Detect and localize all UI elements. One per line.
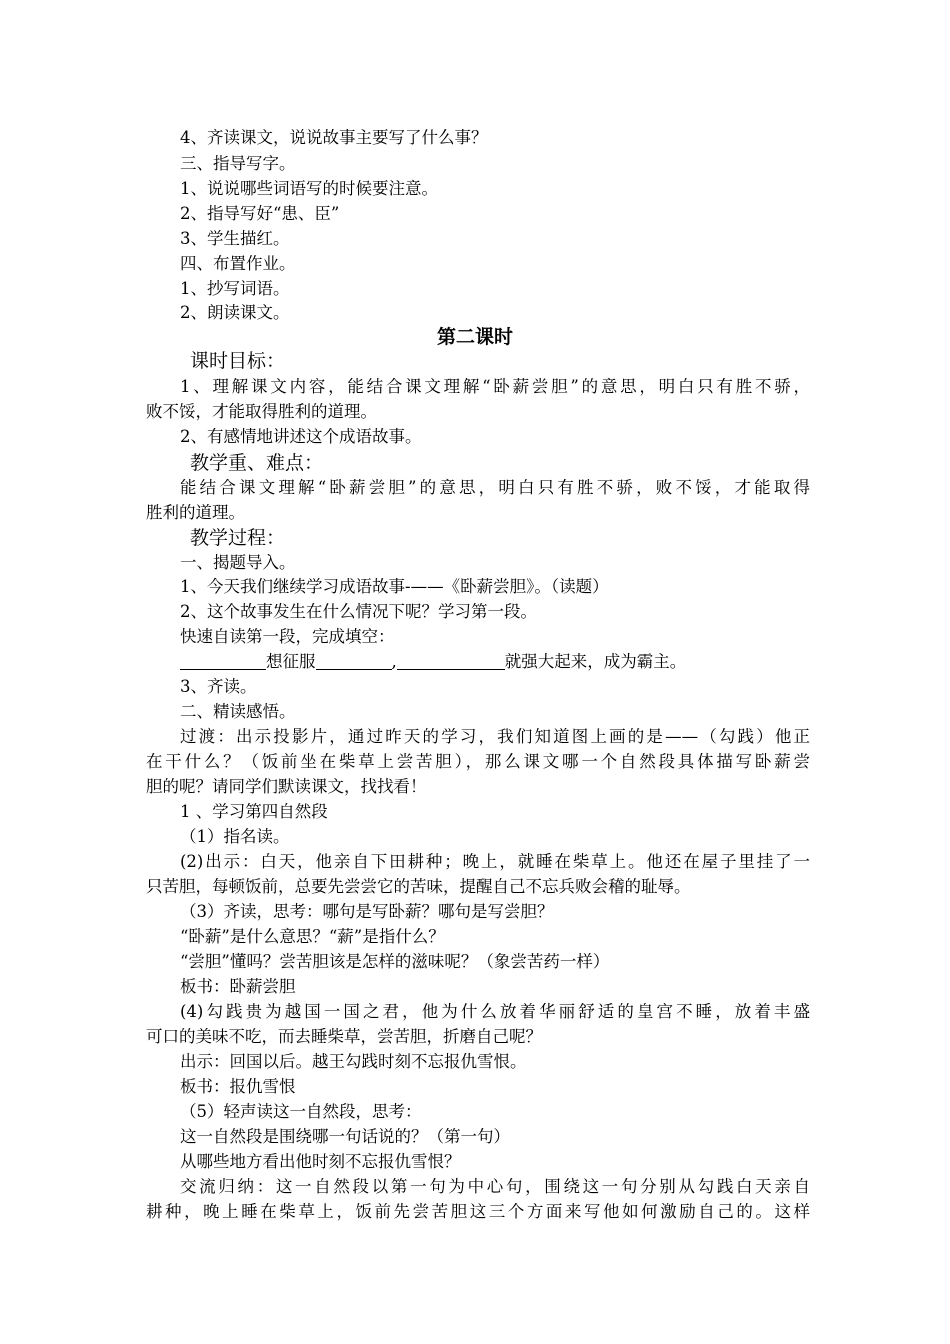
- text-line: 4、齐读课文，说说故事主要写了什么事？: [180, 128, 488, 147]
- text-line: “卧薪”是什么意思？“薪”是指什么？: [180, 927, 445, 946]
- text-line: 2、有感情地讲述这个成语故事。: [180, 427, 422, 446]
- text-line: 一、揭题导入。: [180, 553, 296, 572]
- text-line: 四、布置作业。: [180, 254, 296, 273]
- fill-text: 就强大起来，成为霸主。: [504, 652, 687, 671]
- text-line: 在干什么？（饭前坐在柴草上尝苦胆），那么课文哪一个自然段具体描写卧薪尝: [146, 752, 810, 771]
- text-line: 胆的呢？请同学们默读课文，找找看！: [146, 777, 427, 796]
- text-line: 耕种，晚上睡在柴草上，饭前先尝苦胆这三个方面来写他如何激励自己的。这样: [146, 1202, 810, 1221]
- text-line: 可口的美味不吃，而去睡柴草，尝苦胆，折磨自己呢？: [146, 1027, 542, 1046]
- text-line: 2、指导写好“患、臣”: [180, 204, 340, 223]
- text-line: 1、今天我们继续学习成语故事-——《卧薪尝胆》。（读题）: [180, 577, 609, 596]
- text-line: 出示：回国以后。越王勾践时刻不忘报仇雪恨。: [180, 1052, 527, 1071]
- section-title: 第二课时: [436, 326, 513, 348]
- text-line: 二、精读感悟。: [180, 702, 296, 721]
- text-line: 只苦胆，每顿饭前，总要先尝尝它的苦味，提醒自己不忘兵败会稽的耻辱。: [146, 877, 691, 896]
- subheading: 教学过程：: [190, 527, 286, 549]
- blank-3: [397, 651, 505, 670]
- text-line: 板书：报仇雪恨: [180, 1077, 296, 1096]
- text-line: (4)勾践贵为越国一国之君，他为什么放着华丽舒适的皇宫不睡，放着丰盛: [180, 1002, 810, 1021]
- subheading: 教学重、难点：: [190, 452, 324, 474]
- text-line: 1、理解课文内容，能结合课文理解“卧薪尝胆”的意思，明白只有胜不骄，: [180, 377, 810, 396]
- fill-text: ,: [391, 652, 397, 671]
- text-line: 3、学生描红。: [180, 229, 290, 248]
- text-line: 板书：卧薪尝胆: [180, 977, 296, 996]
- text-line: 1、抄写词语。: [180, 279, 290, 298]
- text-line: 快速自读第一段，完成填空：: [180, 627, 395, 646]
- text-line: 2、朗读课文。: [180, 303, 290, 322]
- fill-in-blank-line: [180, 649, 810, 675]
- text-line: 1 、学习第四自然段: [180, 802, 328, 821]
- text-line: (2)出示：白天，他亲自下田耕种；晚上，就睡在柴草上。他还在屋子里挂了一: [180, 852, 810, 871]
- blank-2: [316, 651, 392, 670]
- text-line: 能结合课文理解“卧薪尝胆”的意思，明白只有胜不骄，败不馁，才能取得: [180, 478, 810, 497]
- text-line: 过渡：出示投影片，通过昨天的学习，我们知道图上画的是——（勾践）他正: [180, 727, 810, 746]
- text-line: 败不馁，才能取得胜利的道理。: [146, 402, 377, 421]
- text-line: 从哪些地方看出他时刻不忘报仇雪恨？: [180, 1152, 461, 1171]
- subheading: 课时目标：: [190, 350, 286, 372]
- blank-1: [180, 651, 266, 670]
- text-line: 1、说说哪些词语写的时候要注意。: [180, 179, 438, 198]
- text-line: 交流归纳：这一自然段以第一句为中心句，围绕这一句分别从勾践白天亲自: [180, 1177, 810, 1196]
- text-line: “尝胆”懂吗？尝苦胆该是怎样的滋味呢？（象尝苦药一样）: [180, 952, 610, 971]
- text-line: 这一自然段是围绕哪一句话说的？（第一句）: [180, 1127, 510, 1146]
- text-line: 2、这个故事发生在什么情况下呢？学习第一段。: [180, 602, 537, 621]
- text-line: （5）轻声读这一自然段，思考：: [180, 1102, 422, 1121]
- text-line: 胜利的道理。: [146, 503, 245, 522]
- fill-text: 想征服: [266, 652, 316, 671]
- text-line: （3）齐读，思考：哪句是写卧薪？哪句是写尝胆？: [180, 902, 554, 921]
- text-line: 3、齐读。: [180, 677, 257, 696]
- text-line: 三、指导写字。: [180, 154, 296, 173]
- text-line: （1）指名读。: [180, 827, 290, 846]
